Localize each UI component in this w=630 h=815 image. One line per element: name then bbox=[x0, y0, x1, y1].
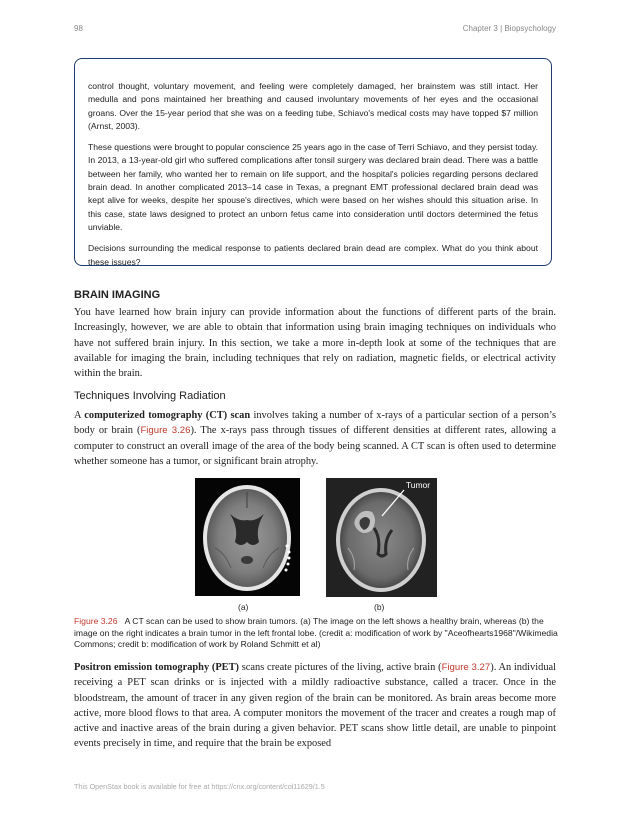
pet-mid: scans create pictures of the living, active brain ( bbox=[239, 662, 442, 673]
pet-term: Positron emission tomography (PET) bbox=[74, 662, 240, 673]
ct-post: ). The x-rays pass through tissues of different densities at different rates, allowing a computer to construct an overall image of the area of the body being scanned. A CT scan is often used to determine whether someone has a tumor, or significant brain atrophy. bbox=[74, 425, 557, 467]
ct-scan-tumor-brain-image bbox=[326, 478, 437, 597]
tumor-label: Tumor bbox=[405, 480, 431, 490]
chapter-header: Chapter 3 | Biopsychology bbox=[462, 24, 556, 33]
box-paragraph-1: control thought, voluntary movement, and feeling were completely damaged, her brainstem was still intact. Her medulla and pons maintained her breathing and caused involuntary movements of her eyes and the occasional groans. Over the 15-year period that she was on a feeding tube, Schiavo's medical costs may have topped $7 million (Arnst, 2003). bbox=[88, 81, 538, 131]
ct-term: computerized tomography (CT) scan bbox=[84, 410, 251, 421]
pet-post: ). An individual receiving a PET scan drinks or is injected with a mildly radioactive substance, called a tracer. Once in the bloodstream, the amount of tracer in any given region of the brain can be monitored. As brain areas become more active, more blood flows to that area. A computer monitors the movement of the tracer and creates a rough map of active and inactive areas of the brain during a given behavior. PET scans show little detail, are unable to pinpoint events precisely in time, and require that the brain be exposed bbox=[74, 662, 557, 750]
figure-caption bbox=[74, 616, 560, 651]
subsection-heading: Techniques Involving Radiation bbox=[74, 390, 226, 402]
figure-label-a: (a) bbox=[238, 602, 249, 612]
figure-caption-label: Figure 3.26 bbox=[74, 616, 118, 626]
figure-label-b: (b) bbox=[374, 602, 385, 612]
figure-caption-text: A CT scan can be used to show brain tumors. (a) The image on the left shows a healthy brain, whereas (b) the image on the right indicates a brain tumor in the left frontal lobe. (credit a: modification of work by "Aceofhearts1968"/Wikimedia Commons; credit b: modification of work by Roland Schmitt et al) bbox=[74, 616, 558, 650]
figure-3-26-link[interactable]: Figure 3.26 bbox=[140, 425, 191, 437]
section-paragraph: You have learned how brain injury can provide information about the functions of different parts of the brain. Increasingly, however, we are able to obtain that information using brain imaging techniques on individuals who have not suffered brain injury. In this section, we take a more in-depth look at some of the techniques that are available for imaging the brain, including techniques that rely on radiation, magnetic fields, or electrical activity within the brain. bbox=[74, 307, 556, 380]
footer-text: This OpenStax book is available for free at https://cnx.org/content/col11629/1.5 bbox=[74, 782, 325, 791]
pet-paragraph bbox=[74, 660, 556, 752]
box-paragraph-3: Decisions surrounding the medical response to patients declared brain dead are complex. What do you think about these issues? bbox=[88, 243, 538, 267]
page-number: 98 bbox=[74, 24, 83, 33]
ct-pre: A bbox=[74, 410, 85, 421]
ct-paragraph bbox=[74, 408, 556, 469]
feature-box bbox=[74, 58, 552, 266]
figure-3-27-link[interactable]: Figure 3.27 bbox=[441, 662, 491, 673]
ct-scan-healthy-brain-image bbox=[195, 478, 300, 596]
box-paragraph-2: These questions were brought to popular conscience 25 years ago in the case of Terri Schiavo, and they persist today. In 2013, a 13-year-old girl who suffered complications after tonsil surgery was declared brain dead. There was a battle between her family, who wanted her to remain on life support, and the hospital's policies regarding persons declared brain dead. In another complicated 2013–14 case in Texas, a pregnant EMT professional declared brain dead was kept alive for weeks, despite her spouse's directives, which were based on her wishes should this situation arise. In this case, state laws designed to protect an unborn fetus came into consideration until doctors determined the fetus unviable. bbox=[88, 142, 538, 232]
ct-mid: involves taking a number of x-rays of a particular section of a person’s body or brain ( bbox=[74, 410, 556, 437]
section-heading: BRAIN IMAGING bbox=[74, 289, 161, 301]
